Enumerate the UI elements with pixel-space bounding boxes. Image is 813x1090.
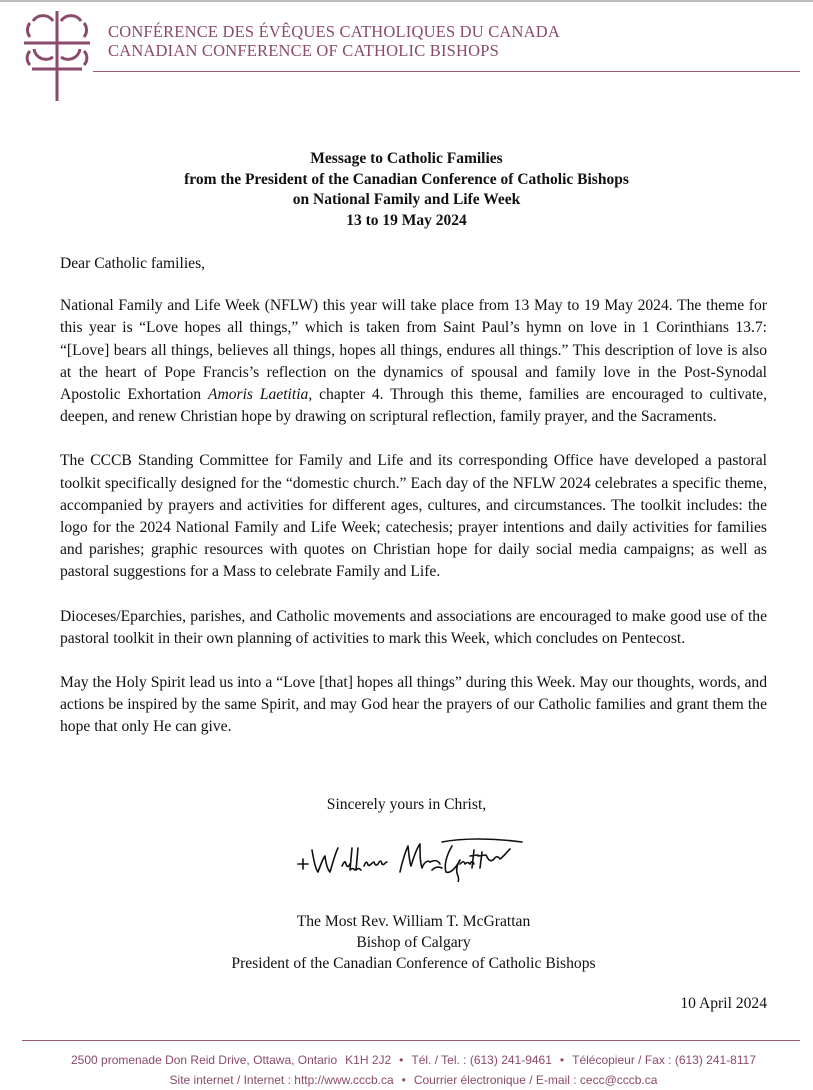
footer <box>0 1050 813 1090</box>
organization-name <box>108 22 560 60</box>
title-line-1: Message to Catholic Families <box>310 150 503 167</box>
bullet-separator: • <box>399 1053 404 1067</box>
signer-office: President of the Canadian Conference of Catholic Bishops <box>231 955 596 972</box>
footer-fax: Télécopieur / Fax : (613) 241-8117 <box>572 1053 756 1067</box>
cccb-cross-logo-icon <box>22 9 92 101</box>
handwritten-signature <box>292 834 532 882</box>
bullet-separator: • <box>559 1053 565 1067</box>
signer-role: Bishop of Calgary <box>356 934 471 951</box>
closing-salutation: Sincerely yours in Christ, <box>326 796 487 813</box>
paragraph-1-text-a: National Family and Life Week (NFLW) this year will take place from 13 May to 19 May 2024. The theme for this year is “Love hopes all things,” which is taken from Saint Paul’s hymn on love in 1 Corinthians 13.7: “[Love] bears all things, believes all things, hopes all things, endures all things.” This description of love is also at the heart of Pope Francis’s reflection on the dynamics of spousal and family love in the Post-Synodal Apostolic Exhortation <box>60 297 767 404</box>
message-title <box>0 149 813 231</box>
header-divider <box>93 71 800 72</box>
paragraph-1-text-b: , chapter 4. Through this theme, families are encouraged to cultivate, deepen, and renew Christian hope by drawing on scriptural reflection, family prayer, and the Sacraments. <box>60 386 768 426</box>
bullet-separator: • <box>401 1073 406 1087</box>
paragraph-2: The CCCB Standing Committee for Family and Life and its corresponding Office have developed a pastoral toolkit specifically designed for the “domestic church.” Each day of the NFLW 2024 celebrates a specific theme, accompanied by prayers and activities for different ages, cultures, and circumstances. The toolkit includes: the logo for the 2024 National Family and Life Week; catechesis; prayer intentions and daily activities for families and parishes; graphic resources with quotes on Christian hope for daily social media campaigns; as well as pastoral suggestions for a Mass to celebrate Family and Life. <box>60 452 767 581</box>
footer-line-1 <box>0 1050 813 1070</box>
paragraph-1 <box>60 295 767 428</box>
letter-body <box>60 253 767 761</box>
footer-phone: Tél. / Tel. : (613) 241-9461 <box>411 1053 552 1067</box>
footer-divider <box>22 1040 800 1041</box>
signer-block <box>0 911 813 974</box>
footer-email-link[interactable]: Courrier électronique / E-mail : cecc@cccb.ca <box>413 1073 658 1087</box>
footer-website-link[interactable]: Site internet / Internet : http://www.cccb.ca <box>169 1073 394 1087</box>
letter-date: 10 April 2024 <box>680 995 767 1012</box>
footer-postal-code: K1H 2J2 <box>345 1053 392 1067</box>
footer-address: 2500 promenade Don Reid Drive, Ottawa, Ontario <box>71 1053 338 1067</box>
footer-line-2 <box>0 1070 813 1090</box>
org-name-french: CONFÉRENCE DES ÉVÊQUES CATHOLIQUES DU CANADA <box>108 22 561 41</box>
org-name-english: CANADIAN CONFERENCE OF CATHOLIC BISHOPS <box>108 41 500 60</box>
greeting: Dear Catholic families, <box>60 255 206 272</box>
title-line-3: on National Family and Life Week <box>292 191 521 208</box>
title-line-2: from the President of the Canadian Conference of Catholic Bishops <box>184 170 629 188</box>
paragraph-4: May the Holy Spirit lead us into a “Love [that] hopes all things” during this Week. May our thoughts, words, and actions be inspired by the same Spirit, and may God hear the prayers of our Catholic families and grant them the hope that only He can give. <box>60 674 767 736</box>
title-line-4: 13 to 19 May 2024 <box>346 211 467 229</box>
top-edge-line <box>0 0 813 2</box>
paragraph-1-italic-title: Amoris Laetitia <box>207 386 309 404</box>
paragraph-3: Dioceses/Eparchies, parishes, and Catholic movements and associations are encouraged to make good use of the pastoral toolkit in their own planning of activities to mark this Week, which concludes on Pentecost. <box>60 607 767 647</box>
signer-name: The Most Rev. William T. McGrattan <box>296 913 531 930</box>
